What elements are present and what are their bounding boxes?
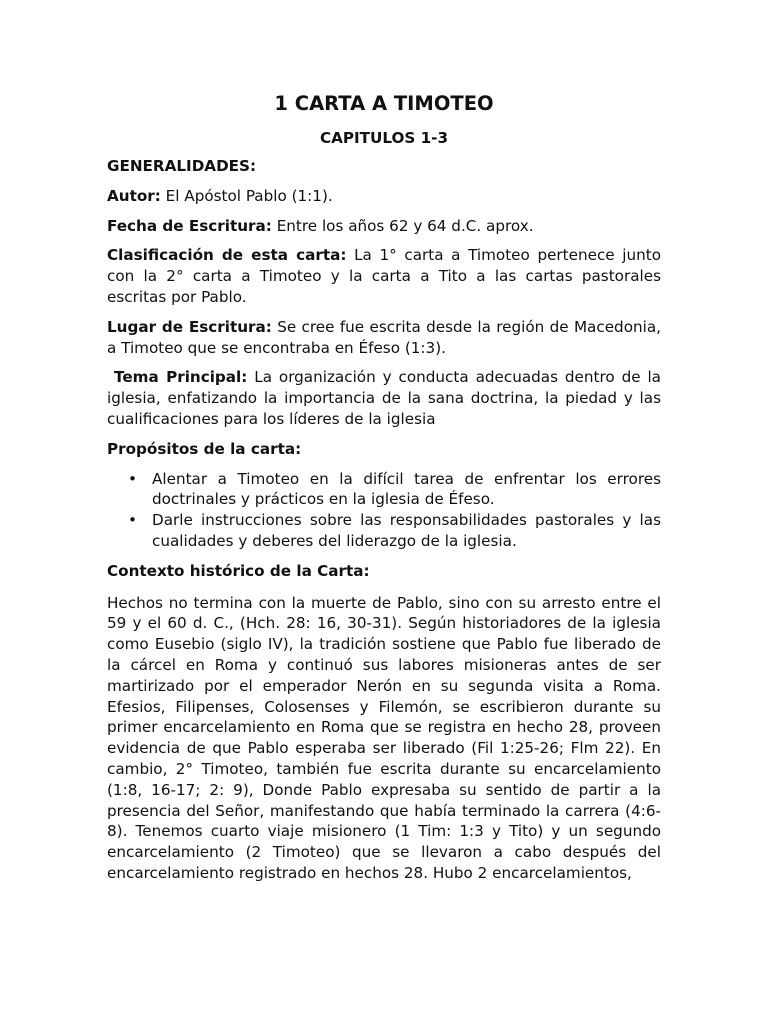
generalidades-heading: GENERALIDADES: bbox=[107, 157, 257, 175]
bullet-icon: • bbox=[128, 511, 137, 530]
section-generalidades bbox=[107, 156, 661, 177]
clasificacion-label: Clasificación de esta carta: bbox=[107, 246, 347, 265]
tema-text: La organización y conducta adecuadas dentro de la iglesia, enfatizando la importancia de la sana doctrina, la piedad y las cualificaciones para los líderes de la iglesia bbox=[107, 368, 661, 428]
tema-paragraph bbox=[107, 367, 661, 429]
fecha-label: Fecha de Escritura: bbox=[107, 216, 272, 235]
fecha-paragraph bbox=[107, 216, 661, 237]
propositos-paragraph bbox=[107, 439, 661, 460]
document-content bbox=[107, 91, 661, 884]
autor-paragraph bbox=[107, 186, 661, 207]
propositos-list bbox=[107, 469, 661, 552]
clasificacion-paragraph bbox=[107, 245, 661, 307]
list-item-text: Alentar a Timoteo en la difícil tarea de enfrentar los errores doctrinales y prácticos en la iglesia de Éfeso. bbox=[152, 469, 661, 509]
propositos-heading: Propósitos de la carta: bbox=[107, 439, 302, 458]
contexto-text: Hechos no termina con la muerte de Pablo, sino con su arresto entre el 59 y el 60 d. C., (Hch. 28: 16, 30-31). Según historiadores de la iglesia como Eusebio (siglo IV), la tradición sostiene que Pablo fue liberado de la cárcel en Roma y continuó sus labores misioneras antes de ser martirizado por el emperador Nerón en su segunda visita a Roma. Efesios, Filipenses, Colosenses y Filemón, se escribieron durante su primer encarcelamiento en Roma que se registra en hecho 28, proveen evidencia de que Pablo esperaba ser liberado (Fil 1:25-26; Flm 22). En cambio, 2° Timoteo, también fue escrita durante su encarcelamiento (1:8, 16-17; 2: 9), Donde Pablo expresaba su sentido de partir a la presencia del Señor, manifestando que había terminado la carrera (4:6-8). Tenemos cuarto viaje misionero (1 Tim: 1:3 y Tito) y un segundo encarcelamiento (2 Timoteo) que se llevaron a cabo después del encarcelamiento registrado en hechos 28. Hubo 2 encarcelamientos, bbox=[107, 593, 661, 882]
contexto-heading: Contexto histórico de la Carta: bbox=[107, 561, 370, 580]
list-item-text: Darle instrucciones sobre las responsabilidades pastorales y las cualidades y deberes del liderazgo de la iglesia. bbox=[152, 511, 661, 550]
lugar-paragraph bbox=[107, 317, 661, 359]
fecha-text: Entre los años 62 y 64 d.C. aprox. bbox=[271, 216, 534, 235]
tema-label: Tema Principal: bbox=[114, 368, 248, 387]
list-item bbox=[128, 469, 661, 511]
lugar-text: Se cree fue escrita desde la región de Macedonia, a Timoteo que se encontraba en Éfeso (1:3). bbox=[107, 317, 661, 357]
clasificacion-text: La 1° carta a Timoteo pertenece junto con la 2° carta a Timoteo y la carta a Tito a las cartas pastorales escritas por Pablo. bbox=[107, 246, 661, 306]
bullet-icon: • bbox=[128, 469, 137, 488]
document-title: 1 CARTA A TIMOTEO bbox=[274, 92, 494, 115]
list-item bbox=[128, 510, 661, 552]
autor-label: Autor: bbox=[107, 186, 161, 205]
lugar-label: Lugar de Escritura: bbox=[107, 317, 272, 336]
document-subtitle: CAPITULOS 1-3 bbox=[319, 129, 449, 147]
autor-text: El Apóstol Pablo (1:1). bbox=[160, 186, 333, 205]
contexto-paragraph bbox=[107, 561, 661, 582]
